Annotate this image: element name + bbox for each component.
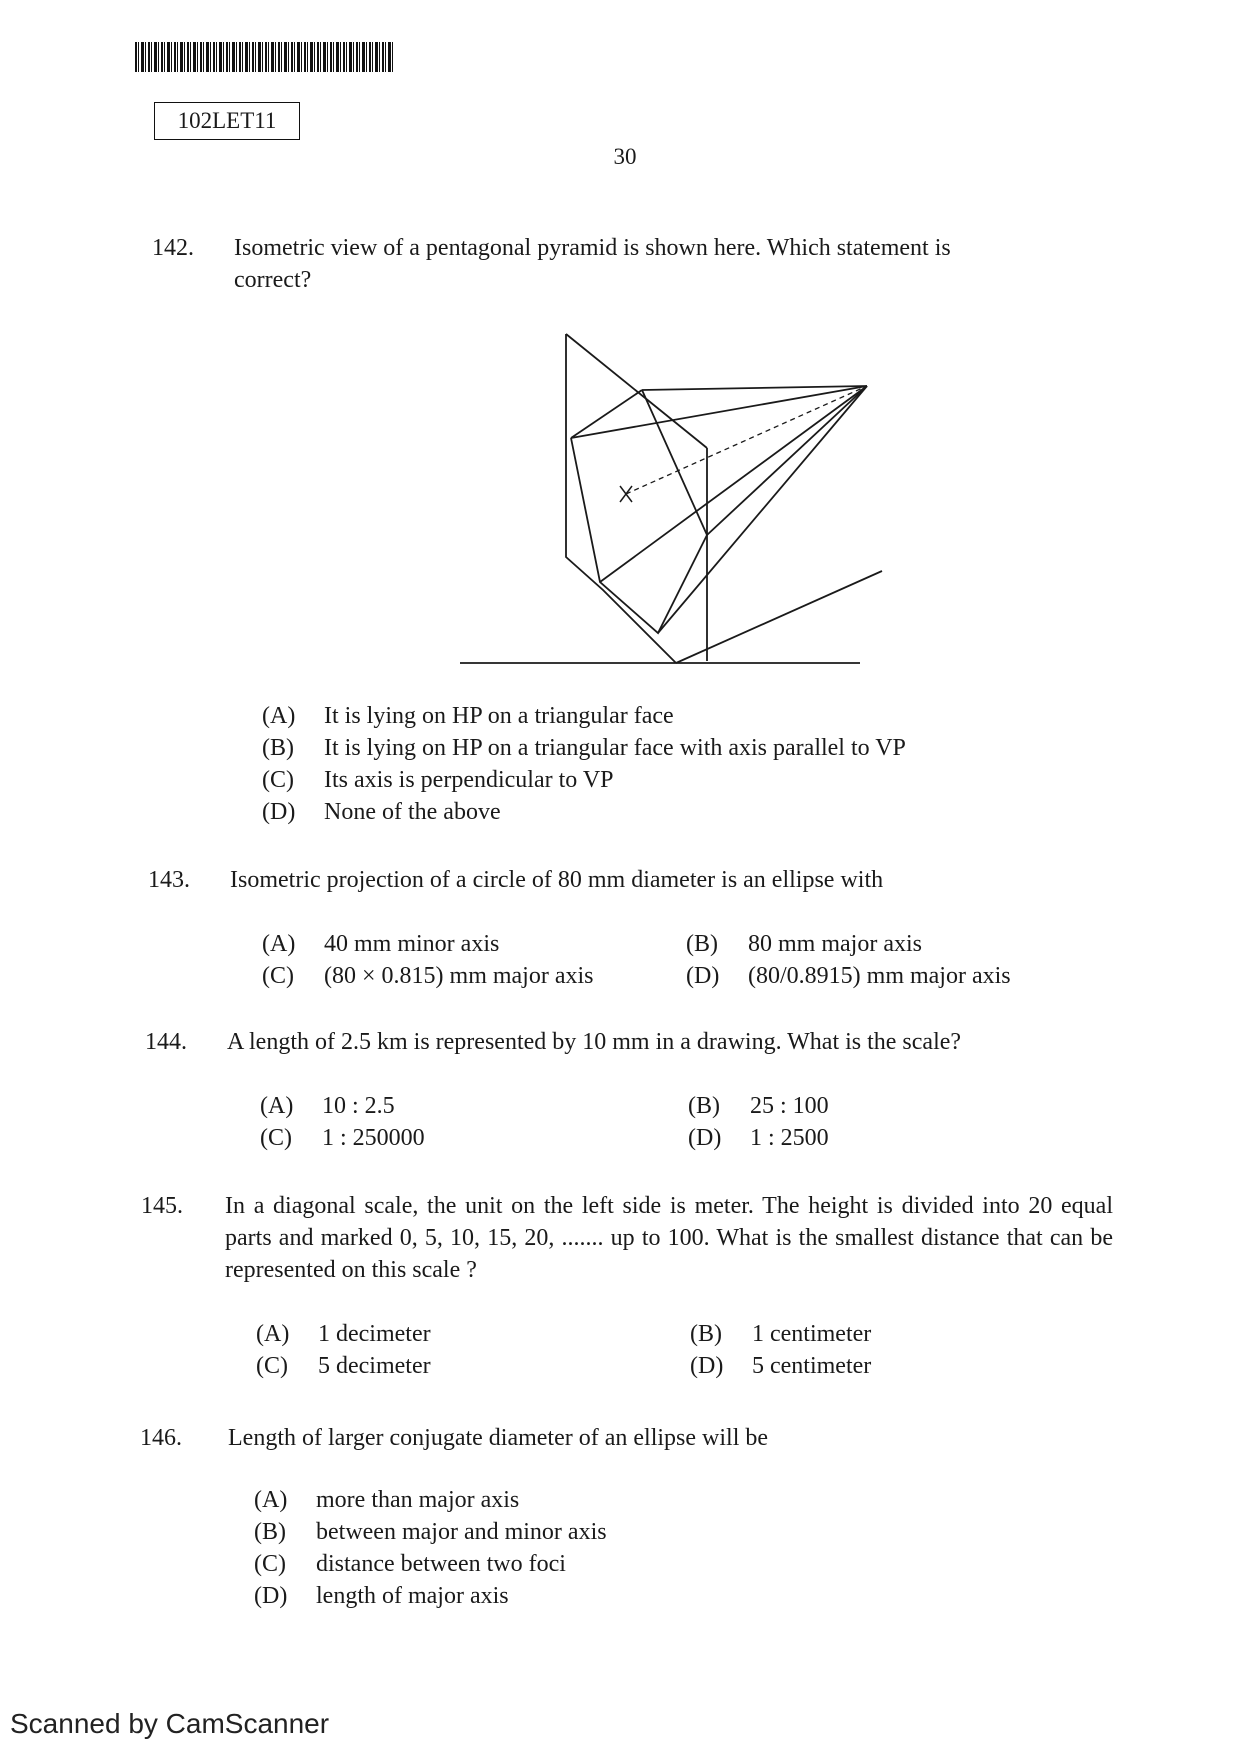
question-number: 142. xyxy=(152,235,194,261)
q145-option-a[interactable]: (A) 1 decimeter xyxy=(256,1321,431,1347)
axis-point-mark xyxy=(620,486,632,502)
question-text: Isometric view of a pentagonal pyramid is shown here. Which statement is correct? xyxy=(234,235,951,293)
q143-option-b[interactable]: (B) 80 mm major axis xyxy=(686,931,922,957)
page-number: 30 xyxy=(613,144,637,169)
q142-option-c[interactable]: (C) Its axis is perpendicular to VP xyxy=(262,767,614,793)
barcode xyxy=(135,42,393,72)
q146-option-a[interactable]: (A) more than major axis xyxy=(254,1487,520,1513)
question-text: In a diagonal scale, the unit on the left side is meter. The height is divided into 20 equal parts and marked 0, 5, 10, 15, 20, ....... up to 100. What is the smallest distance that can be represented on this scale ? xyxy=(225,1193,1113,1283)
q142-option-b[interactable]: (B) It is lying on HP on a triangular face with axis parallel to VP xyxy=(262,735,906,761)
pyramid-axis-dashed xyxy=(626,386,867,494)
q145-option-b[interactable]: (B) 1 centimeter xyxy=(690,1321,872,1347)
question-number: 143. xyxy=(148,867,190,893)
q144-option-a[interactable]: (A) 10 : 2.5 xyxy=(260,1093,395,1119)
q143-option-d[interactable]: (D) (80/0.8915) mm major axis xyxy=(686,963,1011,989)
q145-option-d[interactable]: (D) 5 centimeter xyxy=(690,1353,872,1379)
question-number: 146. xyxy=(140,1425,182,1451)
question-text: Length of larger conjugate diameter of an ellipse will be xyxy=(228,1425,769,1451)
q146-option-d[interactable]: (D) length of major axis xyxy=(254,1583,509,1609)
scanner-watermark: Scanned by CamScanner xyxy=(10,1708,330,1739)
q145-option-c[interactable]: (C) 5 decimeter xyxy=(256,1353,431,1379)
q144-option-c[interactable]: (C) 1 : 250000 xyxy=(260,1125,425,1151)
q142-option-d[interactable]: (D) None of the above xyxy=(262,799,501,825)
pyramid-drawing xyxy=(460,334,882,663)
q142-option-a[interactable]: (A) It is lying on HP on a triangular face xyxy=(262,703,674,729)
q146-option-b[interactable]: (B) between major and minor axis xyxy=(254,1519,607,1545)
q146-option-c[interactable]: (C) distance between two foci xyxy=(254,1551,566,1577)
question-text: Isometric projection of a circle of 80 mm diameter is an ellipse with xyxy=(230,867,884,893)
q144-option-d[interactable]: (D) 1 : 2500 xyxy=(688,1125,829,1151)
paper-code: 102LET11 xyxy=(154,102,300,140)
q144-option-b[interactable]: (B) 25 : 100 xyxy=(688,1093,829,1119)
q143-option-c[interactable]: (C) (80 × 0.815) mm major axis xyxy=(262,963,594,989)
question-number: 145. xyxy=(141,1193,183,1219)
question-text: A length of 2.5 km is represented by 10 mm in a drawing. What is the scale? xyxy=(227,1029,962,1055)
q143-option-a[interactable]: (A) 40 mm minor axis xyxy=(262,931,500,957)
pentagonal-pyramid-figure xyxy=(460,330,900,670)
question-number: 144. xyxy=(145,1029,187,1055)
